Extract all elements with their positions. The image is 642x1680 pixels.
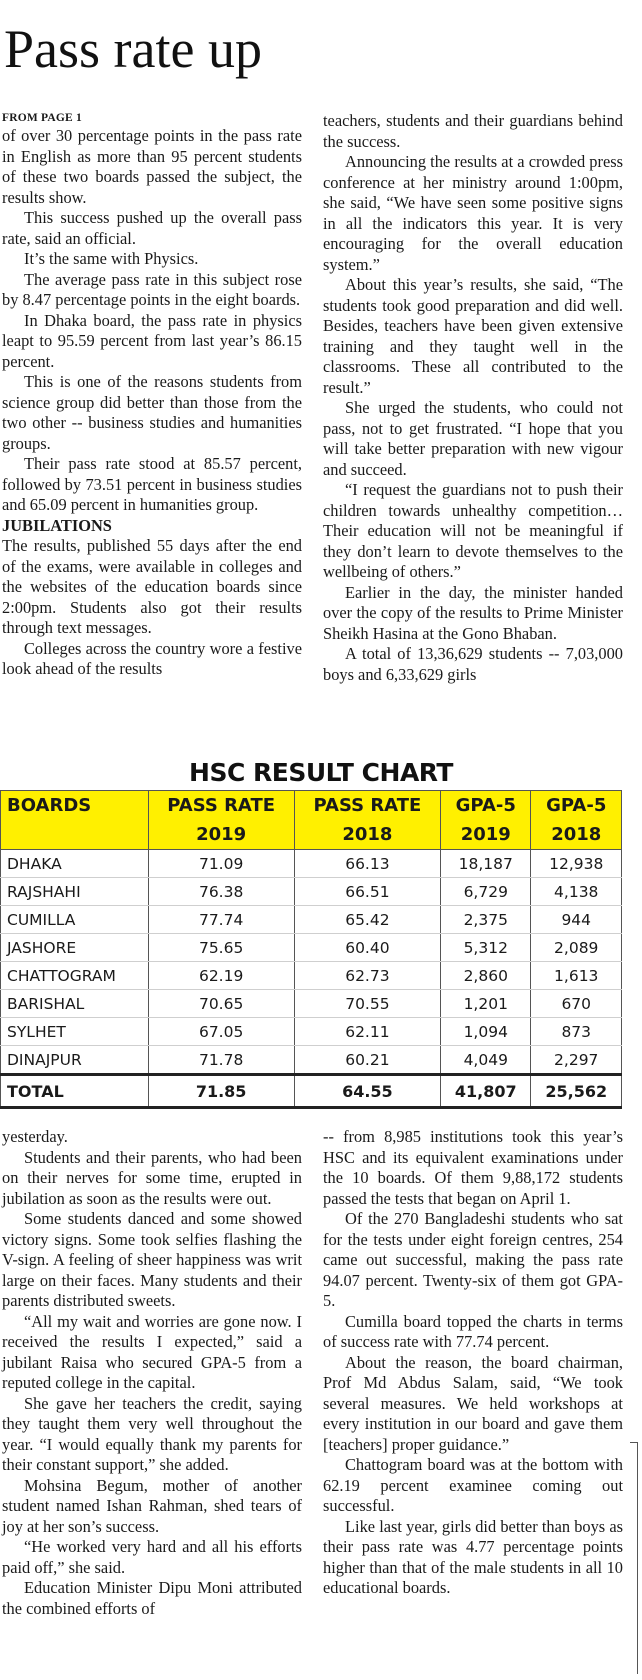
continued-from-kicker: FROM PAGE 1	[2, 112, 82, 124]
cell: 66.13	[294, 850, 440, 878]
paragraph: About this year’s results, she said, “The students took good preparation and did well. Besides, teachers have been given extensive training and they taught well in the classrooms. These all contributed to the result.”	[323, 275, 623, 397]
paragraph: This is one of the reasons students from science group did better than those from the two other -- business studies and humanities groups.	[2, 372, 302, 453]
paragraph: Education Minister Dipu Moni attributed the combined efforts of	[2, 1578, 302, 1618]
header-pass-rate-2018	[294, 791, 440, 850]
paragraph: Their pass rate stood at 85.57 percent, followed by 73.51 percent in business studies and 65.09 percent in humanities group.	[2, 454, 302, 514]
margin-rule	[637, 1442, 638, 1674]
cell: 2,375	[441, 906, 531, 934]
table-row	[1, 906, 622, 934]
header-line: PASS RATE	[313, 795, 422, 816]
paragraph: Colleges across the country wore a festive look ahead of the results	[2, 638, 302, 678]
board-name: JASHORE	[1, 934, 149, 962]
board-name: SYLHET	[1, 1018, 149, 1046]
cell: 2,860	[441, 962, 531, 990]
cell: 5,312	[441, 934, 531, 962]
cell: 60.40	[294, 934, 440, 962]
paragraph: “He worked very hard and all his efforts paid off,” she said.	[2, 1537, 302, 1577]
paragraph: The results, published 55 days after the end of the exams, were available in colleges and the websites of the education boards since 2:00pm. Students also got their results through text messages.	[2, 536, 302, 637]
total-cell: 25,562	[531, 1075, 622, 1108]
cell: 71.09	[148, 850, 294, 878]
cell: 76.38	[148, 878, 294, 906]
cell: 670	[531, 990, 622, 1018]
paragraph: In Dhaka board, the pass rate in physics leapt to 95.59 percent from last year’s 86.15 percent.	[2, 310, 302, 371]
cell: 1,094	[441, 1018, 531, 1046]
cell: 18,187	[441, 850, 531, 878]
paragraph: of over 30 percentage points in the pass rate in English as more than 95 percent students of these two boards passed the subject, the results show.	[2, 126, 302, 207]
article-column-2	[323, 111, 623, 685]
cell: 60.21	[294, 1046, 440, 1075]
header-line: GPA-5	[546, 795, 607, 816]
cell: 70.65	[148, 990, 294, 1018]
cell: 873	[531, 1018, 622, 1046]
board-name: DINAJPUR	[1, 1046, 149, 1075]
paragraph: yesterday.	[2, 1127, 68, 1146]
article-column-1	[2, 110, 302, 680]
paragraph: “I request the guardians not to push their children towards unhealthy competition… Their education will not be meaningful if they don’t learn to devote themselves to the wellbeing of others.”	[323, 480, 623, 581]
paragraph: Of the 270 Bangladeshi students who sat for the tests under eight foreign centres, 254 came out successful, making the pass rate 94.07 percent. Twenty-six of them got GPA-5.	[323, 1209, 623, 1310]
paragraph: Like last year, girls did better than boys as their pass rate was 4.77 percentage points higher than that of the male students in all 10 educational boards.	[323, 1516, 623, 1597]
header-gpa5-2019	[441, 791, 531, 850]
table-total-row	[1, 1075, 622, 1108]
hsc-result-table	[0, 790, 622, 1109]
paragraph: About the reason, the board chairman, Prof Md Abdus Salam, said, “We took several measures. We held workshops at every institution in our board and gave them [teachers] proper guidance.”	[323, 1352, 623, 1454]
table-row	[1, 1046, 622, 1075]
margin-rule-tick	[630, 1442, 637, 1443]
table-row	[1, 934, 622, 962]
table-row	[1, 878, 622, 906]
paragraph: Cumilla board topped the charts in terms of success rate with 77.74 percent.	[323, 1311, 623, 1351]
paragraph: Mohsina Begum, mother of another student named Ishan Rahman, shed tears of joy at her son’s success.	[2, 1475, 302, 1536]
table-row	[1, 962, 622, 990]
article-column-3	[2, 1127, 302, 1619]
header-gpa5-2018	[531, 791, 622, 850]
headline: Pass rate up	[4, 19, 262, 79]
header-pass-rate-2019	[148, 791, 294, 850]
cell: 62.11	[294, 1018, 440, 1046]
header-boards	[1, 791, 149, 850]
paragraph: She urged the students, who could not pass, not to get frustrated. “I hope that you will take better preparation with new vigour and succeed.	[323, 398, 623, 479]
paragraph: teachers, students and their guardians behind the success.	[323, 111, 623, 151]
paragraph: Earlier in the day, the minister handed over the copy of the results to Prime Minister Sheikh Hasina at the Gono Bhaban.	[323, 582, 623, 643]
board-name: RAJSHAHI	[1, 878, 149, 906]
board-name: CHATTOGRAM	[1, 962, 149, 990]
paragraph: Some students danced and some showed victory signs. Some took selfies flashing the V-sign. A feeling of sheer happiness was writ large on their faces. Many students and their parents distributed sweets.	[2, 1209, 302, 1310]
header-line: BOARDS	[7, 795, 92, 816]
paragraph: “All my wait and worries are gone now. I received the results I expected,” said a jubilant Raisa who secured GPA-5 from a reputed college in the capital.	[2, 1311, 302, 1392]
cell: 1,201	[441, 990, 531, 1018]
cell: 75.65	[148, 934, 294, 962]
paragraph: She gave her teachers the credit, saying they taught them very well throughout the year. “I would equally thank my parents for their constant support,” she added.	[2, 1393, 302, 1474]
paragraph: This success pushed up the overall pass rate, said an official.	[2, 208, 302, 248]
subhead-jubilations: JUBILATIONS	[2, 515, 112, 535]
paragraph: Announcing the results at a crowded press conference at her ministry around 1:00pm, she said, “We have seen some positive signs in all the indicators this year. It is very encouraging for the overall education system.”	[323, 152, 623, 274]
header-line: PASS RATE	[167, 795, 276, 816]
table-header-row	[1, 791, 622, 850]
paragraph: A total of 13,36,629 students -- 7,03,000 boys and 6,33,629 girls	[323, 644, 623, 684]
cell: 66.51	[294, 878, 440, 906]
paragraph: The average pass rate in this subject rose by 8.47 percentage points in the eight boards.	[2, 269, 302, 309]
cell: 77.74	[148, 906, 294, 934]
total-label: TOTAL	[1, 1075, 149, 1108]
total-cell: 41,807	[441, 1075, 531, 1108]
header-year: 2019	[196, 824, 247, 845]
table-row	[1, 1018, 622, 1046]
paragraph: Students and their parents, who had been on their nerves for some time, erupted in jubilation as soon as the results were out.	[2, 1147, 302, 1208]
article-column-4	[323, 1127, 623, 1599]
cell: 2,089	[531, 934, 622, 962]
cell: 62.73	[294, 962, 440, 990]
cell: 62.19	[148, 962, 294, 990]
cell: 65.42	[294, 906, 440, 934]
paragraph: It’s the same with Physics.	[24, 249, 199, 268]
board-name: DHAKA	[1, 850, 149, 878]
header-line: GPA-5	[455, 795, 516, 816]
cell: 2,297	[531, 1046, 622, 1075]
cell: 6,729	[441, 878, 531, 906]
table-row	[1, 850, 622, 878]
board-name: CUMILLA	[1, 906, 149, 934]
total-cell: 71.85	[148, 1075, 294, 1108]
board-name: BARISHAL	[1, 990, 149, 1018]
cell: 1,613	[531, 962, 622, 990]
cell: 70.55	[294, 990, 440, 1018]
total-cell: 64.55	[294, 1075, 440, 1108]
cell: 944	[531, 906, 622, 934]
cell: 12,938	[531, 850, 622, 878]
table-row	[1, 990, 622, 1018]
cell: 4,138	[531, 878, 622, 906]
header-year: 2018	[342, 824, 393, 845]
header-year: 2018	[551, 824, 602, 845]
cell: 71.78	[148, 1046, 294, 1075]
header-year: 2019	[460, 824, 511, 845]
paragraph: -- from 8,985 institutions took this year’s HSC and its equivalent examinations under the 10 boards. Of them 9,88,172 students passed the tests that began on April 1.	[323, 1127, 623, 1208]
cell: 67.05	[148, 1018, 294, 1046]
result-chart-title: HSC RESULT CHART	[189, 758, 453, 787]
cell: 4,049	[441, 1046, 531, 1075]
paragraph: Chattogram board was at the bottom with 62.19 percent examinee coming out successful.	[323, 1455, 623, 1515]
